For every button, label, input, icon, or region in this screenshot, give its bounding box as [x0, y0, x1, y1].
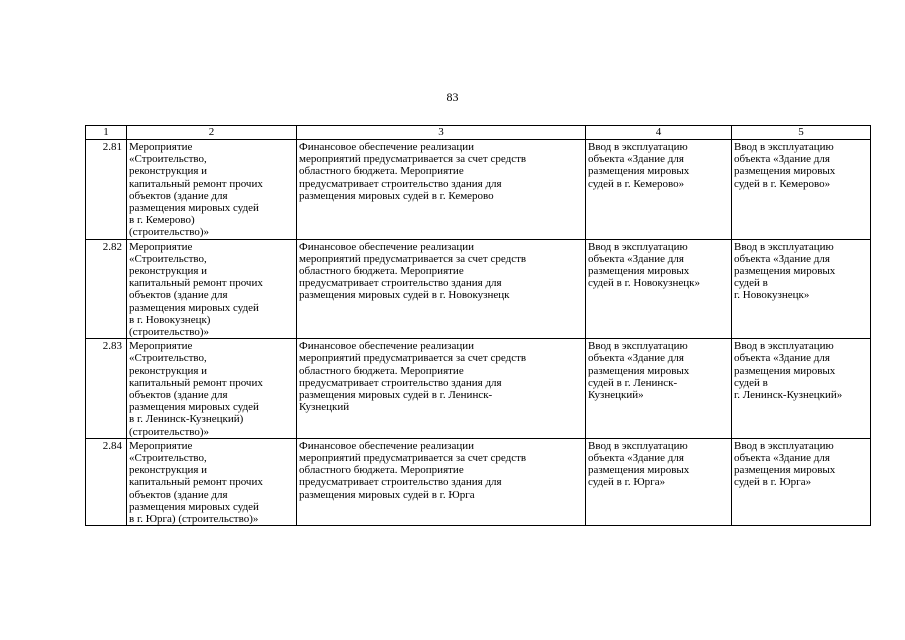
cell-text-line: Ввод в эксплуатацию: [734, 141, 834, 153]
cell-text-line: судей в: [734, 376, 768, 389]
result-cell: [586, 339, 732, 439]
cell-text-line: Мероприятие: [129, 240, 193, 253]
cell-text-line: Мероприятие: [129, 439, 193, 452]
row-number-cell: 2.82: [86, 239, 127, 339]
cell-text-line: размещения мировых судей: [129, 500, 259, 513]
cell-text-line: объекта «Здание для: [588, 352, 684, 365]
cell-text-line: областного бюджета. Мероприятие: [299, 364, 464, 377]
cell-text-line: предусматривает строительство здания для: [299, 376, 502, 389]
cell-text-line: областного бюджета. Мероприятие: [299, 464, 464, 477]
cell-text-line: объекта «Здание для: [734, 153, 830, 166]
column-header-3: 3: [297, 126, 586, 140]
measure-name-cell: [127, 339, 297, 439]
cell-text-line: размещения мировых: [734, 364, 836, 377]
description-cell: [297, 140, 586, 240]
measures-table: [85, 125, 871, 526]
cell-text-line: объекта «Здание для: [588, 452, 684, 465]
cell-text-line: «Строительство,: [129, 452, 207, 465]
description-cell: [297, 438, 586, 525]
cell-text-line: (строительство)»: [129, 226, 210, 239]
cell-text-line: «Строительство,: [129, 153, 207, 166]
cell-text-line: объектов (здание для: [129, 488, 228, 501]
outcome-cell: [732, 438, 871, 525]
cell-text-line: объекта «Здание для: [734, 352, 830, 365]
cell-text-line: областного бюджета. Мероприятие: [299, 165, 464, 178]
cell-text-line: размещения мировых: [734, 165, 836, 178]
row-number-cell: 2.83: [86, 339, 127, 439]
cell-text-line: судей в г. Кемерово»: [588, 177, 685, 190]
cell-text-line: (строительство)»: [129, 425, 210, 438]
cell-text-line: реконструкция и: [129, 464, 208, 477]
cell-text-line: реконструкция и: [129, 364, 208, 377]
cell-text-line: Ввод в эксплуатацию: [588, 141, 688, 153]
cell-text-line: мероприятий предусматривается за счет средств: [299, 352, 527, 365]
cell-text-line: Финансовое обеспечение реализации: [299, 340, 475, 353]
column-header-4: 4: [586, 126, 732, 140]
cell-text-line: размещения мировых: [588, 265, 690, 278]
cell-text-line: размещения мировых: [734, 464, 836, 477]
cell-text-line: размещения мировых судей: [129, 401, 259, 414]
cell-text-line: объекта «Здание для: [588, 153, 684, 166]
result-cell: [586, 438, 732, 525]
cell-text-line: Финансовое обеспечение реализации: [299, 141, 475, 153]
cell-text-line: судей в г. Новокузнецк»: [588, 277, 700, 290]
row-number-cell: 2.81: [86, 140, 127, 240]
outcome-cell: [732, 140, 871, 240]
cell-text-line: Финансовое обеспечение реализации: [299, 439, 475, 452]
description-cell: [297, 339, 586, 439]
cell-text-line: объектов (здание для: [129, 289, 228, 302]
result-cell: [586, 239, 732, 339]
cell-text-line: размещения мировых судей: [129, 202, 259, 215]
cell-text-line: судей в г. Юрга»: [588, 476, 666, 489]
cell-text-line: в г. Ленинск-Кузнецкий): [129, 413, 244, 426]
cell-text-line: Мероприятие: [129, 141, 193, 153]
cell-text-line: областного бюджета. Мероприятие: [299, 265, 464, 278]
cell-text-line: размещения мировых судей в г. Юрга: [299, 488, 475, 501]
cell-text-line: реконструкция и: [129, 165, 208, 178]
measure-name-cell: [127, 140, 297, 240]
cell-text-line: Ввод в эксплуатацию: [588, 240, 688, 253]
cell-text-line: в г. Новокузнецк): [129, 313, 211, 326]
cell-text-line: «Строительство,: [129, 352, 207, 365]
cell-text-line: размещения мировых судей в г. Ленинск-: [299, 389, 493, 402]
table-row: [86, 140, 871, 240]
cell-text-line: (строительство)»: [129, 326, 210, 339]
description-cell: [297, 239, 586, 339]
result-cell: [586, 140, 732, 240]
table-header-row: [86, 126, 871, 140]
table-row: [86, 339, 871, 439]
cell-text-line: «Строительство,: [129, 252, 207, 265]
cell-text-line: судей в: [734, 277, 768, 290]
cell-text-line: капитальный ремонт прочих: [129, 277, 263, 290]
cell-text-line: в г. Юрга) (строительство)»: [129, 513, 259, 526]
column-header-1: 1: [86, 126, 127, 140]
cell-text-line: капитальный ремонт прочих: [129, 376, 263, 389]
cell-text-line: размещения мировых: [588, 364, 690, 377]
table-row: [86, 438, 871, 525]
cell-text-line: объекта «Здание для: [734, 452, 830, 465]
cell-text-line: г. Ленинск-Кузнецкий»: [734, 389, 843, 402]
cell-text-line: объектов (здание для: [129, 189, 228, 202]
cell-text-line: размещения мировых: [588, 464, 690, 477]
cell-text-line: капитальный ремонт прочих: [129, 177, 263, 190]
cell-text-line: судей в г. Ленинск-: [588, 376, 678, 389]
cell-text-line: Кузнецкий»: [588, 389, 644, 402]
cell-text-line: реконструкция и: [129, 265, 208, 278]
cell-text-line: объекта «Здание для: [734, 252, 830, 265]
cell-text-line: в г. Кемерово): [129, 214, 195, 227]
cell-text-line: предусматривает строительство здания для: [299, 177, 502, 190]
cell-text-line: объектов (здание для: [129, 389, 228, 402]
cell-text-line: размещения мировых: [734, 265, 836, 278]
outcome-cell: [732, 339, 871, 439]
cell-text-line: Мероприятие: [129, 340, 193, 353]
cell-text-line: мероприятий предусматривается за счет средств: [299, 252, 527, 265]
cell-text-line: размещения мировых судей в г. Новокузнецк: [299, 289, 510, 302]
row-number-cell: 2.84: [86, 438, 127, 525]
cell-text-line: судей в г. Кемерово»: [734, 177, 831, 190]
table-row: [86, 239, 871, 339]
cell-text-line: мероприятий предусматривается за счет средств: [299, 452, 527, 465]
cell-text-line: г. Новокузнецк»: [734, 289, 810, 302]
cell-text-line: Кузнецкий: [299, 401, 350, 414]
cell-text-line: Ввод в эксплуатацию: [588, 439, 688, 452]
cell-text-line: судей в г. Юрга»: [734, 476, 812, 489]
cell-text-line: размещения мировых судей в г. Кемерово: [299, 189, 494, 202]
cell-text-line: капитальный ремонт прочих: [129, 476, 263, 489]
cell-text-line: Ввод в эксплуатацию: [734, 240, 834, 253]
cell-text-line: Ввод в эксплуатацию: [588, 340, 688, 353]
measure-name-cell: [127, 239, 297, 339]
column-header-2: 2: [127, 126, 297, 140]
cell-text-line: Ввод в эксплуатацию: [734, 439, 834, 452]
cell-text-line: размещения мировых судей: [129, 301, 259, 314]
outcome-cell: [732, 239, 871, 339]
cell-text-line: размещения мировых: [588, 165, 690, 178]
column-header-5: 5: [732, 126, 871, 140]
cell-text-line: предусматривает строительство здания для: [299, 476, 502, 489]
cell-text-line: мероприятий предусматривается за счет средств: [299, 153, 527, 166]
page-number: 83: [446, 90, 459, 104]
cell-text-line: предусматривает строительство здания для: [299, 277, 502, 290]
cell-text-line: Ввод в эксплуатацию: [734, 340, 834, 353]
measure-name-cell: [127, 438, 297, 525]
cell-text-line: объекта «Здание для: [588, 252, 684, 265]
cell-text-line: Финансовое обеспечение реализации: [299, 240, 475, 253]
